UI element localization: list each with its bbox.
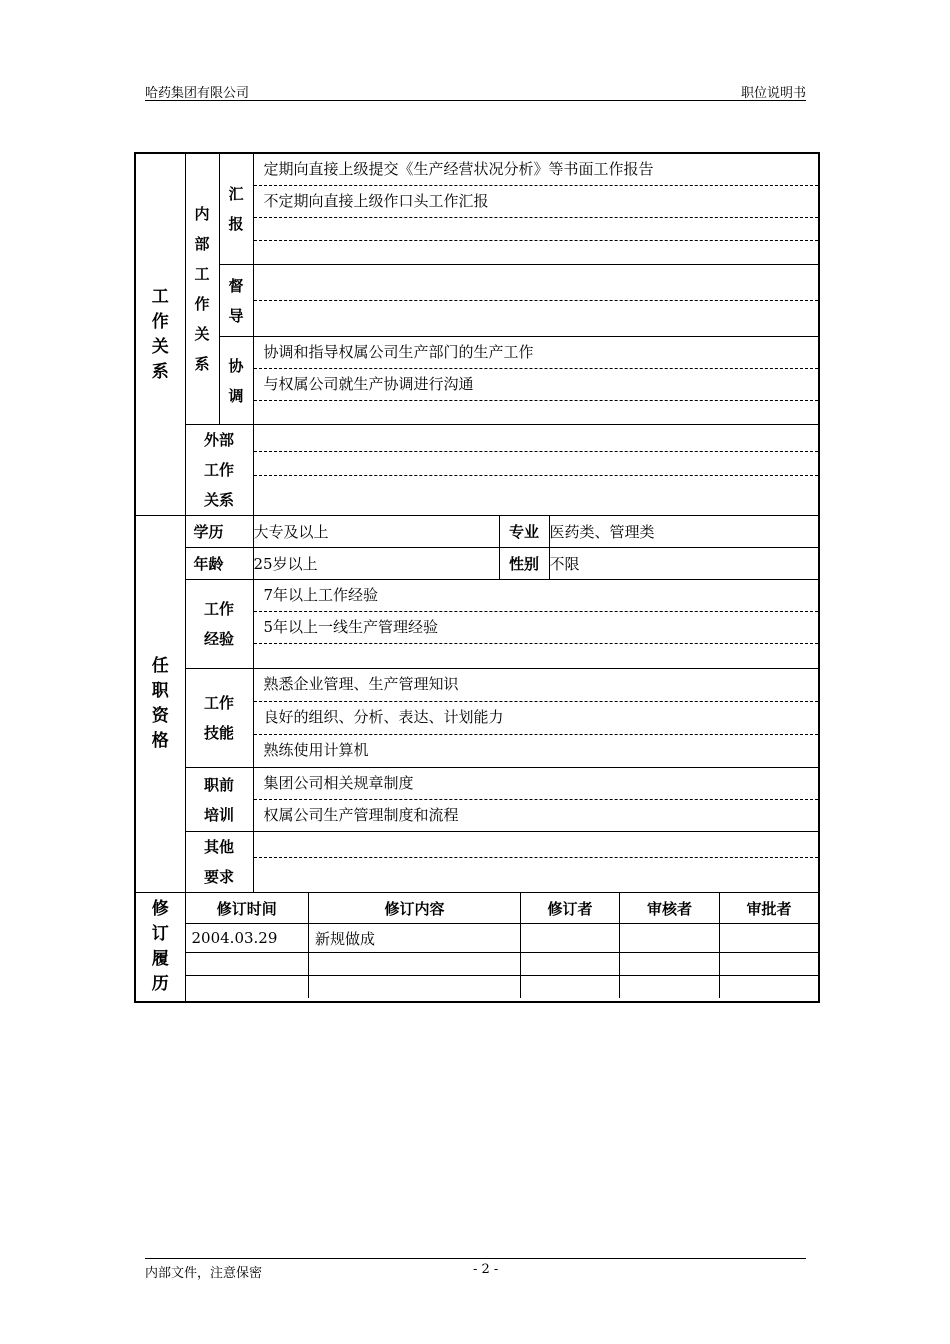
revision-header-row <box>186 893 819 924</box>
work-relations-section-label <box>135 153 185 516</box>
table-row <box>186 976 819 999</box>
revision-label: 修订履历 <box>151 899 169 994</box>
experience-label: 工作经验 <box>203 600 234 648</box>
training-lines <box>253 768 819 832</box>
report-label-cell <box>219 153 253 265</box>
experience-lines <box>253 580 819 669</box>
revision-cell <box>186 953 309 976</box>
revision-cell <box>186 976 309 999</box>
external-line-1 <box>254 426 819 452</box>
supervise-label: 督导 <box>228 276 244 325</box>
experience-label-cell <box>185 580 253 669</box>
experience-line-3 <box>254 644 819 668</box>
revision-cell <box>620 976 720 999</box>
job-description-table <box>134 152 820 1003</box>
major-label: 专业 <box>499 516 549 548</box>
coordinate-label-cell <box>219 337 253 425</box>
coordinate-line-3 <box>254 401 819 424</box>
revision-header-reviewer: 审核者 <box>620 893 720 924</box>
table-row <box>186 924 819 953</box>
revision-table-cell <box>185 893 819 1003</box>
external-line-3 <box>254 476 819 514</box>
report-line-1: 定期向直接上级提交《生产经营状况分析》等书面工作报告 <box>254 154 819 186</box>
training-line-1: 集团公司相关规章制度 <box>254 768 819 800</box>
report-line-3 <box>254 218 819 241</box>
report-line-2: 不定期向直接上级作口头工作汇报 <box>254 186 819 218</box>
internal-relations-label: 内部工作关系 <box>194 205 210 373</box>
external-lines <box>253 425 819 516</box>
skills-line-3: 熟练使用计算机 <box>263 741 369 759</box>
page-number: - 2 - <box>473 1262 499 1277</box>
table-row <box>186 953 819 976</box>
report-lines <box>253 153 819 265</box>
revision-header-date: 修订时间 <box>186 893 309 924</box>
report-label: 汇报 <box>228 185 244 233</box>
revision-cell <box>620 924 720 953</box>
supervise-label-cell <box>219 265 253 337</box>
supervise-lines <box>253 265 819 337</box>
revision-cell <box>720 953 819 976</box>
revision-cell <box>309 953 521 976</box>
revision-cell <box>309 976 521 999</box>
experience-line-1: 7年以上工作经验 <box>254 580 819 612</box>
coordinate-line-1: 协调和指导权属公司生产部门的生产工作 <box>254 337 819 369</box>
external-relations-label-cell <box>185 425 253 516</box>
age-label: 年龄 <box>185 548 253 580</box>
qualifications-section-label-cell <box>135 516 185 893</box>
confidential-note: 内部文件，注意保密 <box>145 1266 263 1281</box>
page-footer <box>145 1258 806 1281</box>
revision-cell <box>620 953 720 976</box>
revision-cell <box>720 976 819 999</box>
other-label-cell <box>185 832 253 893</box>
revision-header-reviser: 修订者 <box>521 893 620 924</box>
report-line-4 <box>254 241 819 264</box>
coordinate-line-2: 与权属公司就生产协调进行沟通 <box>254 369 819 401</box>
other-label: 其他要求 <box>203 838 234 886</box>
company-name: 哈药集团有限公司 <box>145 86 250 101</box>
training-label: 职前培训 <box>203 775 234 824</box>
skills-line-2: 良好的组织、分析、表达、计划能力 <box>254 702 819 735</box>
page-header <box>145 82 806 101</box>
coordinate-lines <box>253 337 819 425</box>
revision-cell: 2004.03.29 <box>186 924 309 953</box>
external-line-2 <box>254 452 819 476</box>
other-line-1 <box>254 832 819 858</box>
other-lines <box>253 832 819 893</box>
document-type: 职位说明书 <box>740 86 806 101</box>
education-label: 学历 <box>185 516 253 548</box>
revision-header-content: 修订内容 <box>309 893 521 924</box>
revision-section-label-cell <box>135 893 185 1003</box>
major-value: 医药类、管理类 <box>549 516 819 548</box>
experience-line-2: 5年以上一线生产管理经验 <box>254 612 819 644</box>
education-value: 大专及以上 <box>253 516 499 548</box>
other-line-2 <box>254 858 819 892</box>
revision-cell <box>521 953 620 976</box>
work-relations-label: 工作关系 <box>151 286 169 382</box>
revision-table <box>186 893 819 998</box>
revision-cell <box>521 976 620 999</box>
revision-header-approver: 审批者 <box>720 893 819 924</box>
qualifications-label: 任职资格 <box>151 656 169 751</box>
external-relations-label: 外部工作关系 <box>203 431 234 509</box>
gender-value: 不限 <box>549 548 819 580</box>
training-line-2: 权属公司生产管理制度和流程 <box>263 806 459 824</box>
supervise-line-2 <box>254 301 819 336</box>
supervise-line-1 <box>254 265 819 301</box>
coordinate-label: 协调 <box>228 356 244 405</box>
skills-line-1: 熟悉企业管理、生产管理知识 <box>254 669 819 702</box>
skills-lines <box>253 669 819 768</box>
gender-label: 性别 <box>499 548 549 580</box>
revision-cell <box>521 924 620 953</box>
revision-cell: 新规做成 <box>309 924 521 953</box>
skills-label: 工作技能 <box>203 694 234 742</box>
internal-relations-label-cell <box>185 153 219 425</box>
skills-label-cell <box>185 669 253 768</box>
training-label-cell <box>185 768 253 832</box>
age-value: 25岁以上 <box>253 548 499 580</box>
revision-cell <box>720 924 819 953</box>
